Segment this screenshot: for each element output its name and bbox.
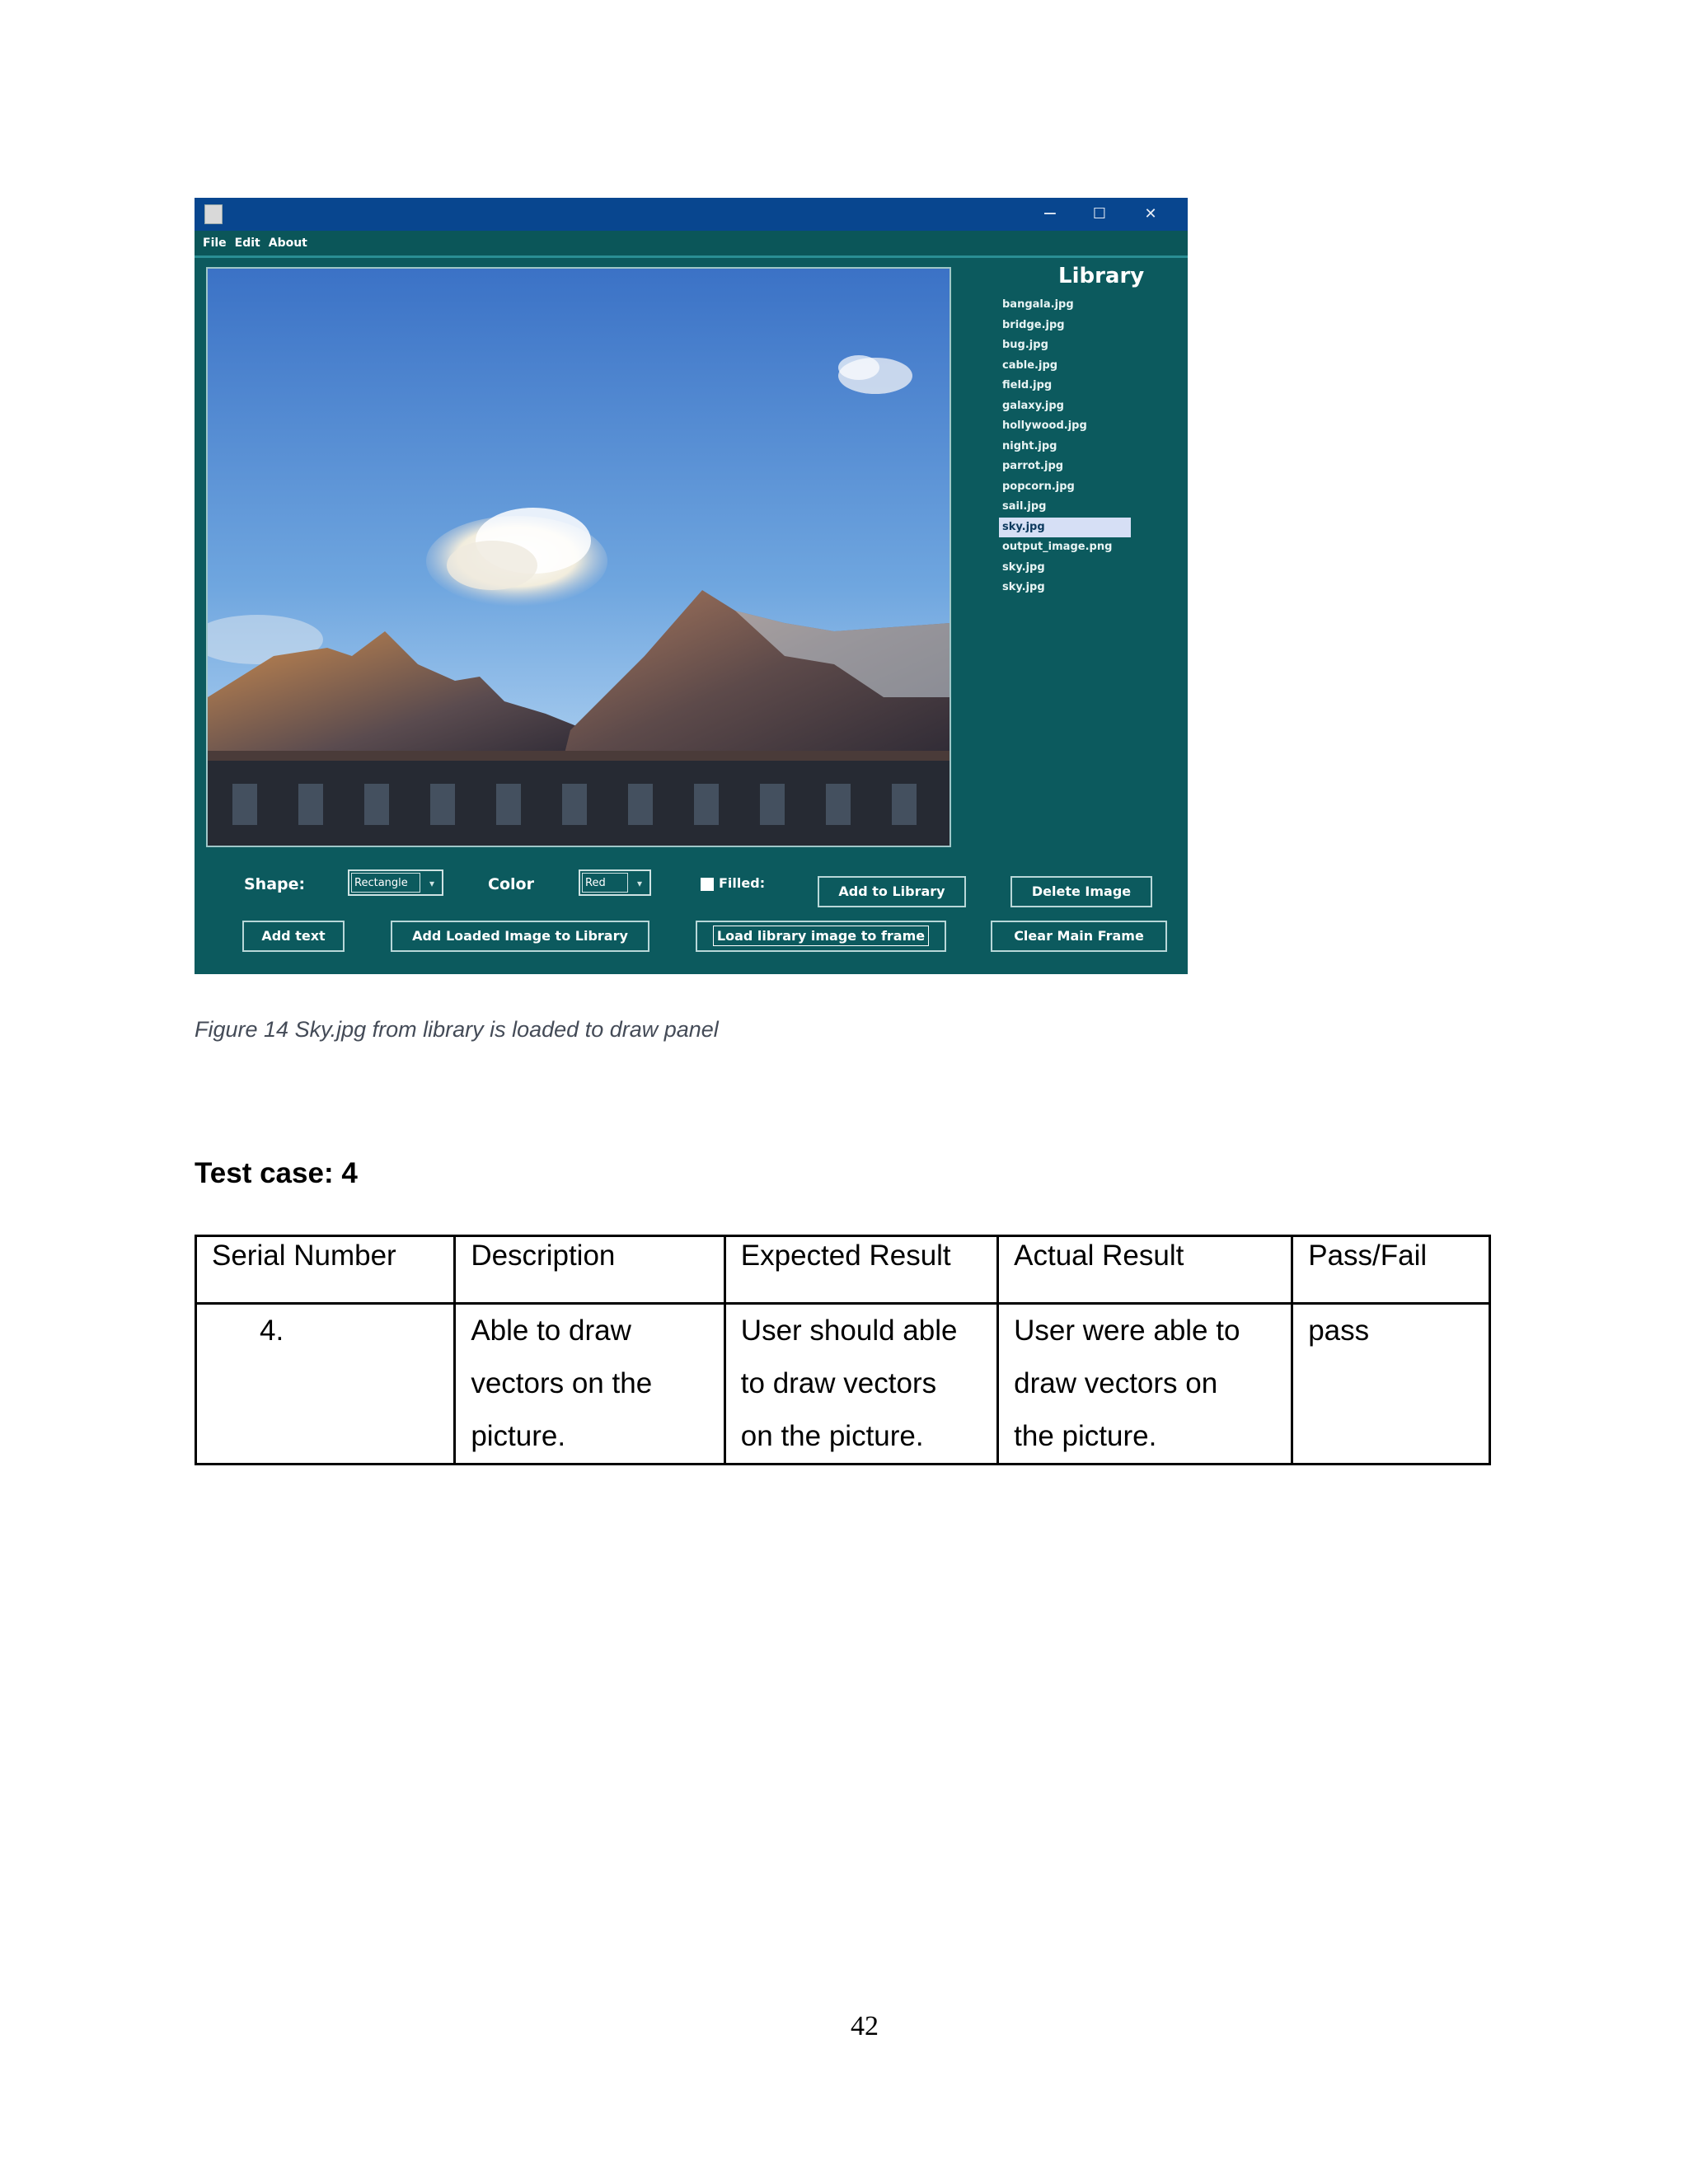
cell-line: User should able (740, 1315, 958, 1347)
library-item[interactable]: sail.jpg (1002, 500, 1047, 513)
load-library-image-label: Load library image to frame (713, 926, 929, 946)
add-loaded-image-button[interactable]: Add Loaded Image to Library (391, 921, 649, 952)
filled-label: Filled: (719, 875, 766, 891)
library-item[interactable]: bug.jpg (1002, 339, 1048, 351)
header-serial-number: Serial Number (196, 1236, 455, 1304)
cell-line: to draw vectors (740, 1367, 937, 1399)
close-icon[interactable]: ✕ (1144, 205, 1157, 223)
header-expected-result: Expected Result (724, 1236, 997, 1304)
title-bar (195, 198, 1188, 231)
java-app-icon (204, 204, 223, 224)
cell-line: User were able to (1014, 1315, 1240, 1347)
library-item[interactable]: popcorn.jpg (1002, 480, 1075, 493)
sky-image (208, 269, 950, 846)
load-library-image-button[interactable] (696, 921, 946, 952)
filled-checkbox[interactable] (701, 878, 714, 891)
chevron-down-icon: ▾ (636, 878, 643, 889)
maximize-icon[interactable]: ☐ (1092, 205, 1107, 223)
library-item[interactable]: cable.jpg (1002, 359, 1058, 372)
library-list[interactable] (999, 295, 1131, 598)
cell-line: picture. (471, 1420, 566, 1452)
add-text-button[interactable]: Add text (242, 921, 345, 952)
minimize-icon[interactable]: − (1042, 204, 1058, 224)
library-item[interactable]: sky.jpg (1002, 581, 1045, 593)
library-item[interactable]: hollywood.jpg (1002, 419, 1087, 432)
library-item[interactable]: output_image.png (1002, 541, 1113, 553)
add-to-library-button[interactable]: Add to Library (818, 876, 966, 907)
library-item[interactable]: bangala.jpg (1002, 298, 1074, 311)
library-title: Library (1058, 264, 1145, 288)
library-item[interactable]: bridge.jpg (1002, 318, 1065, 331)
shape-label: Shape: (244, 875, 306, 893)
library-item[interactable]: parrot.jpg (1002, 460, 1064, 472)
color-select-value: Red (582, 873, 628, 893)
color-label: Color (488, 875, 534, 893)
delete-image-button[interactable]: Delete Image (1010, 876, 1152, 907)
header-pass-fail: Pass/Fail (1292, 1236, 1490, 1304)
cell-line: the picture. (1014, 1420, 1157, 1452)
chevron-down-icon: ▾ (429, 878, 435, 889)
cell-expected (724, 1304, 997, 1465)
draw-panel[interactable] (206, 267, 951, 847)
cell-actual (998, 1304, 1292, 1465)
table-row (196, 1304, 1490, 1465)
cell-serial: 4. (196, 1304, 455, 1465)
library-item-selected[interactable]: sky.jpg (999, 518, 1131, 538)
cell-result: pass (1292, 1304, 1490, 1465)
page-number: 42 (851, 2011, 879, 2041)
cell-description (455, 1304, 724, 1465)
table-header-row (196, 1236, 1490, 1304)
test-case-heading: Test case: 4 (195, 1157, 358, 1189)
header-description: Description (455, 1236, 724, 1304)
clear-main-frame-button[interactable]: Clear Main Frame (991, 921, 1167, 952)
menu-about[interactable]: About (268, 237, 307, 250)
menu-edit[interactable]: Edit (234, 237, 260, 250)
app-screenshot (195, 198, 1188, 974)
menu-file[interactable]: File (203, 237, 227, 250)
figure-caption: Figure 14 Sky.jpg from library is loaded to draw panel (195, 1017, 719, 1042)
library-item[interactable]: sky.jpg (1002, 560, 1045, 574)
cell-line: Able to draw (471, 1315, 631, 1347)
test-case-table (195, 1235, 1491, 1465)
cell-line: draw vectors on (1014, 1367, 1218, 1399)
cell-line: on the picture. (740, 1420, 924, 1452)
shape-select-value: Rectangle (351, 873, 420, 893)
library-item[interactable]: night.jpg (1002, 439, 1057, 452)
color-select[interactable] (579, 869, 651, 896)
cell-line: vectors on the (471, 1367, 653, 1399)
shape-select[interactable] (348, 869, 443, 896)
header-actual-result: Actual Result (998, 1236, 1292, 1304)
menu-bar (195, 231, 1188, 258)
library-item[interactable]: field.jpg (1002, 379, 1053, 391)
library-item[interactable]: galaxy.jpg (1002, 399, 1064, 412)
